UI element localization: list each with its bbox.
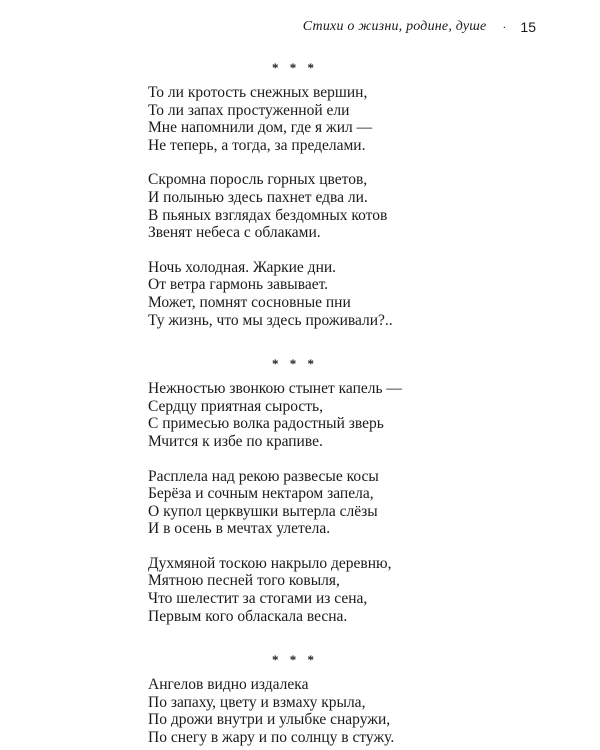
poem-line: Мчится к избе по крапиве. [148, 432, 323, 450]
poem-line: По снегу в жару и по солнцу в стужу. [148, 729, 395, 747]
poem-line: Мне напомнили дом, где я жил — [148, 119, 373, 137]
poem-line: От ветра гармонь завывает. [148, 276, 329, 294]
stanza [148, 555, 548, 625]
poem-line: Не теперь, а тогда, за пределами. [148, 136, 366, 154]
poem-line: Скромна поросль горных цветов, [148, 171, 368, 189]
poem-line: Ангелов видно издалека [148, 676, 309, 694]
poem-line: В пьяных взглядах бездомных котов [148, 206, 388, 224]
poem-body [148, 60, 548, 747]
running-header [303, 18, 536, 36]
poem-line: Ту жизнь, что мы здесь проживали?.. [148, 311, 393, 329]
poem-line: Что шелестит за стогами из сена, [148, 590, 368, 608]
poem-line: По запаху, цвету и взмаху крыла, [148, 693, 366, 711]
poem [148, 676, 548, 746]
poem [148, 84, 548, 329]
poem-separator: * * * [272, 652, 318, 668]
poem [148, 380, 548, 625]
poem-separator: * * * [272, 356, 318, 372]
stanza [148, 380, 548, 450]
poem-line: Сердцу приятная сырость, [148, 397, 323, 415]
poem-line: Нежностью звонкою стынет капель — [148, 380, 402, 398]
poem-line: Берёза и сочным нектаром запела, [148, 485, 374, 503]
poem-line: Первым кого обласкала весна. [148, 607, 348, 625]
poem-line: То ли запах простуженной ели [148, 101, 350, 119]
stanza [148, 171, 548, 241]
stanza [148, 676, 548, 746]
stanza [148, 84, 548, 154]
poem-line: Звенят небеса с облаками. [148, 224, 321, 242]
page-number: 15 [520, 19, 536, 35]
stanza [148, 468, 548, 538]
running-title: Стихи о жизни, родине, душе [302, 19, 487, 34]
poem-line: Может, помнят сосновные пни [148, 293, 351, 311]
poem-line: И в осень в мечтах улетела. [148, 520, 331, 538]
poem-line: О купол церквушки вытерла слёзы [148, 502, 378, 520]
poem-line: Духмяной тоскою накрыло деревню, [148, 554, 392, 572]
poem-line: Мятною песней того ковыля, [148, 572, 340, 590]
poem-line: С примесью волка радостный зверь [148, 415, 384, 433]
poem-line: Ночь холодная. Жаркие дни. [148, 258, 337, 276]
poem-separator: * * * [272, 60, 318, 75]
poem-line: Расплела над рекою развесые косы [148, 467, 379, 485]
header-separator-dot: · [502, 20, 507, 34]
poem-line: По дрожи внутри и улыбке снаружи, [148, 711, 391, 729]
stanza [148, 259, 548, 329]
poem-line: То ли кротость снежных вершин, [148, 84, 368, 101]
poem-line: И полынью здесь пахнет едва ли. [148, 188, 368, 206]
